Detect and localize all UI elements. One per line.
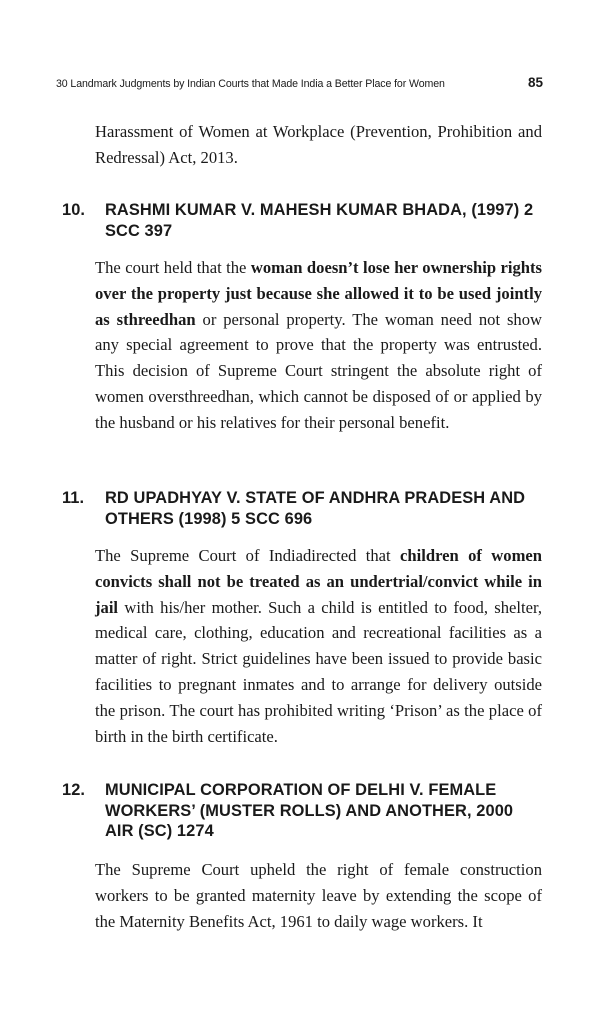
section-body-10 [95, 255, 542, 436]
section-title: RD UPADHYAY V. STATE OF ANDHRA PRADESH AND OTHERS (1998) 5 SCC 696 [105, 489, 526, 528]
running-header [56, 75, 543, 91]
body-text: or personal property. The woman need not show any special agreement to prove that the property was entrusted. This decision of Supreme Court stringent the absolute right of women oversthreedhan, which cannot be disposed of or applied by the husband or his relatives for their personal benefit. [95, 309, 542, 432]
body-emphasis: children of women convicts shall not be treated as an undertrial/convict while in jail [95, 546, 542, 617]
section-number: 12. [62, 781, 86, 799]
book-title: 30 Landmark Judgments by Indian Courts that Made India a Better Place for Women [56, 78, 445, 90]
body-text: The Supreme Court upheld the right of female construction workers to be granted maternity leave by extending the scope of the Maternity Benefits Act, 1961 to daily wage workers. It [95, 860, 542, 931]
section-heading-10 [62, 200, 542, 241]
body-text: The Supreme Court of Indiadirected that [95, 546, 401, 565]
body-text: The court held that the [95, 258, 251, 277]
section-heading-11 [62, 488, 542, 529]
page-number: 85 [527, 75, 543, 90]
section-body-12 [95, 857, 542, 934]
section-heading-12 [62, 780, 542, 842]
section-title: MUNICIPAL CORPORATION OF DELHI V. FEMALE WORKERS’ (MUSTER ROLLS) AND ANOTHER, 2000 AIR (SC) 1274 [105, 781, 514, 840]
section-number: 10. [62, 201, 86, 219]
body-emphasis: woman doesn’t lose her ownership rights over the property just because she allowed it to be used jointly as sthreedhan [95, 258, 542, 329]
section-number: 11. [62, 489, 85, 507]
body-text: with his/her mother. Such a child is entitled to food, shelter, medical care, clothing, education and recreational facilities as a matter of right. Strict guidelines have been issued to provide basic facilities to pregnant inmates and to arrange for delivery outside the prison. The court has prohibited writing ‘Prison’ as the place of birth in the birth certificate. [95, 597, 542, 746]
section-body-11 [95, 543, 542, 749]
section-title: RASHMI KUMAR V. MAHESH KUMAR BHADA, (1997) 2 SCC 397 [105, 201, 534, 240]
intro-paragraph: Harassment of Women at Workplace (Prevention, Prohibition and Redressal) Act, 2013. [95, 122, 542, 167]
